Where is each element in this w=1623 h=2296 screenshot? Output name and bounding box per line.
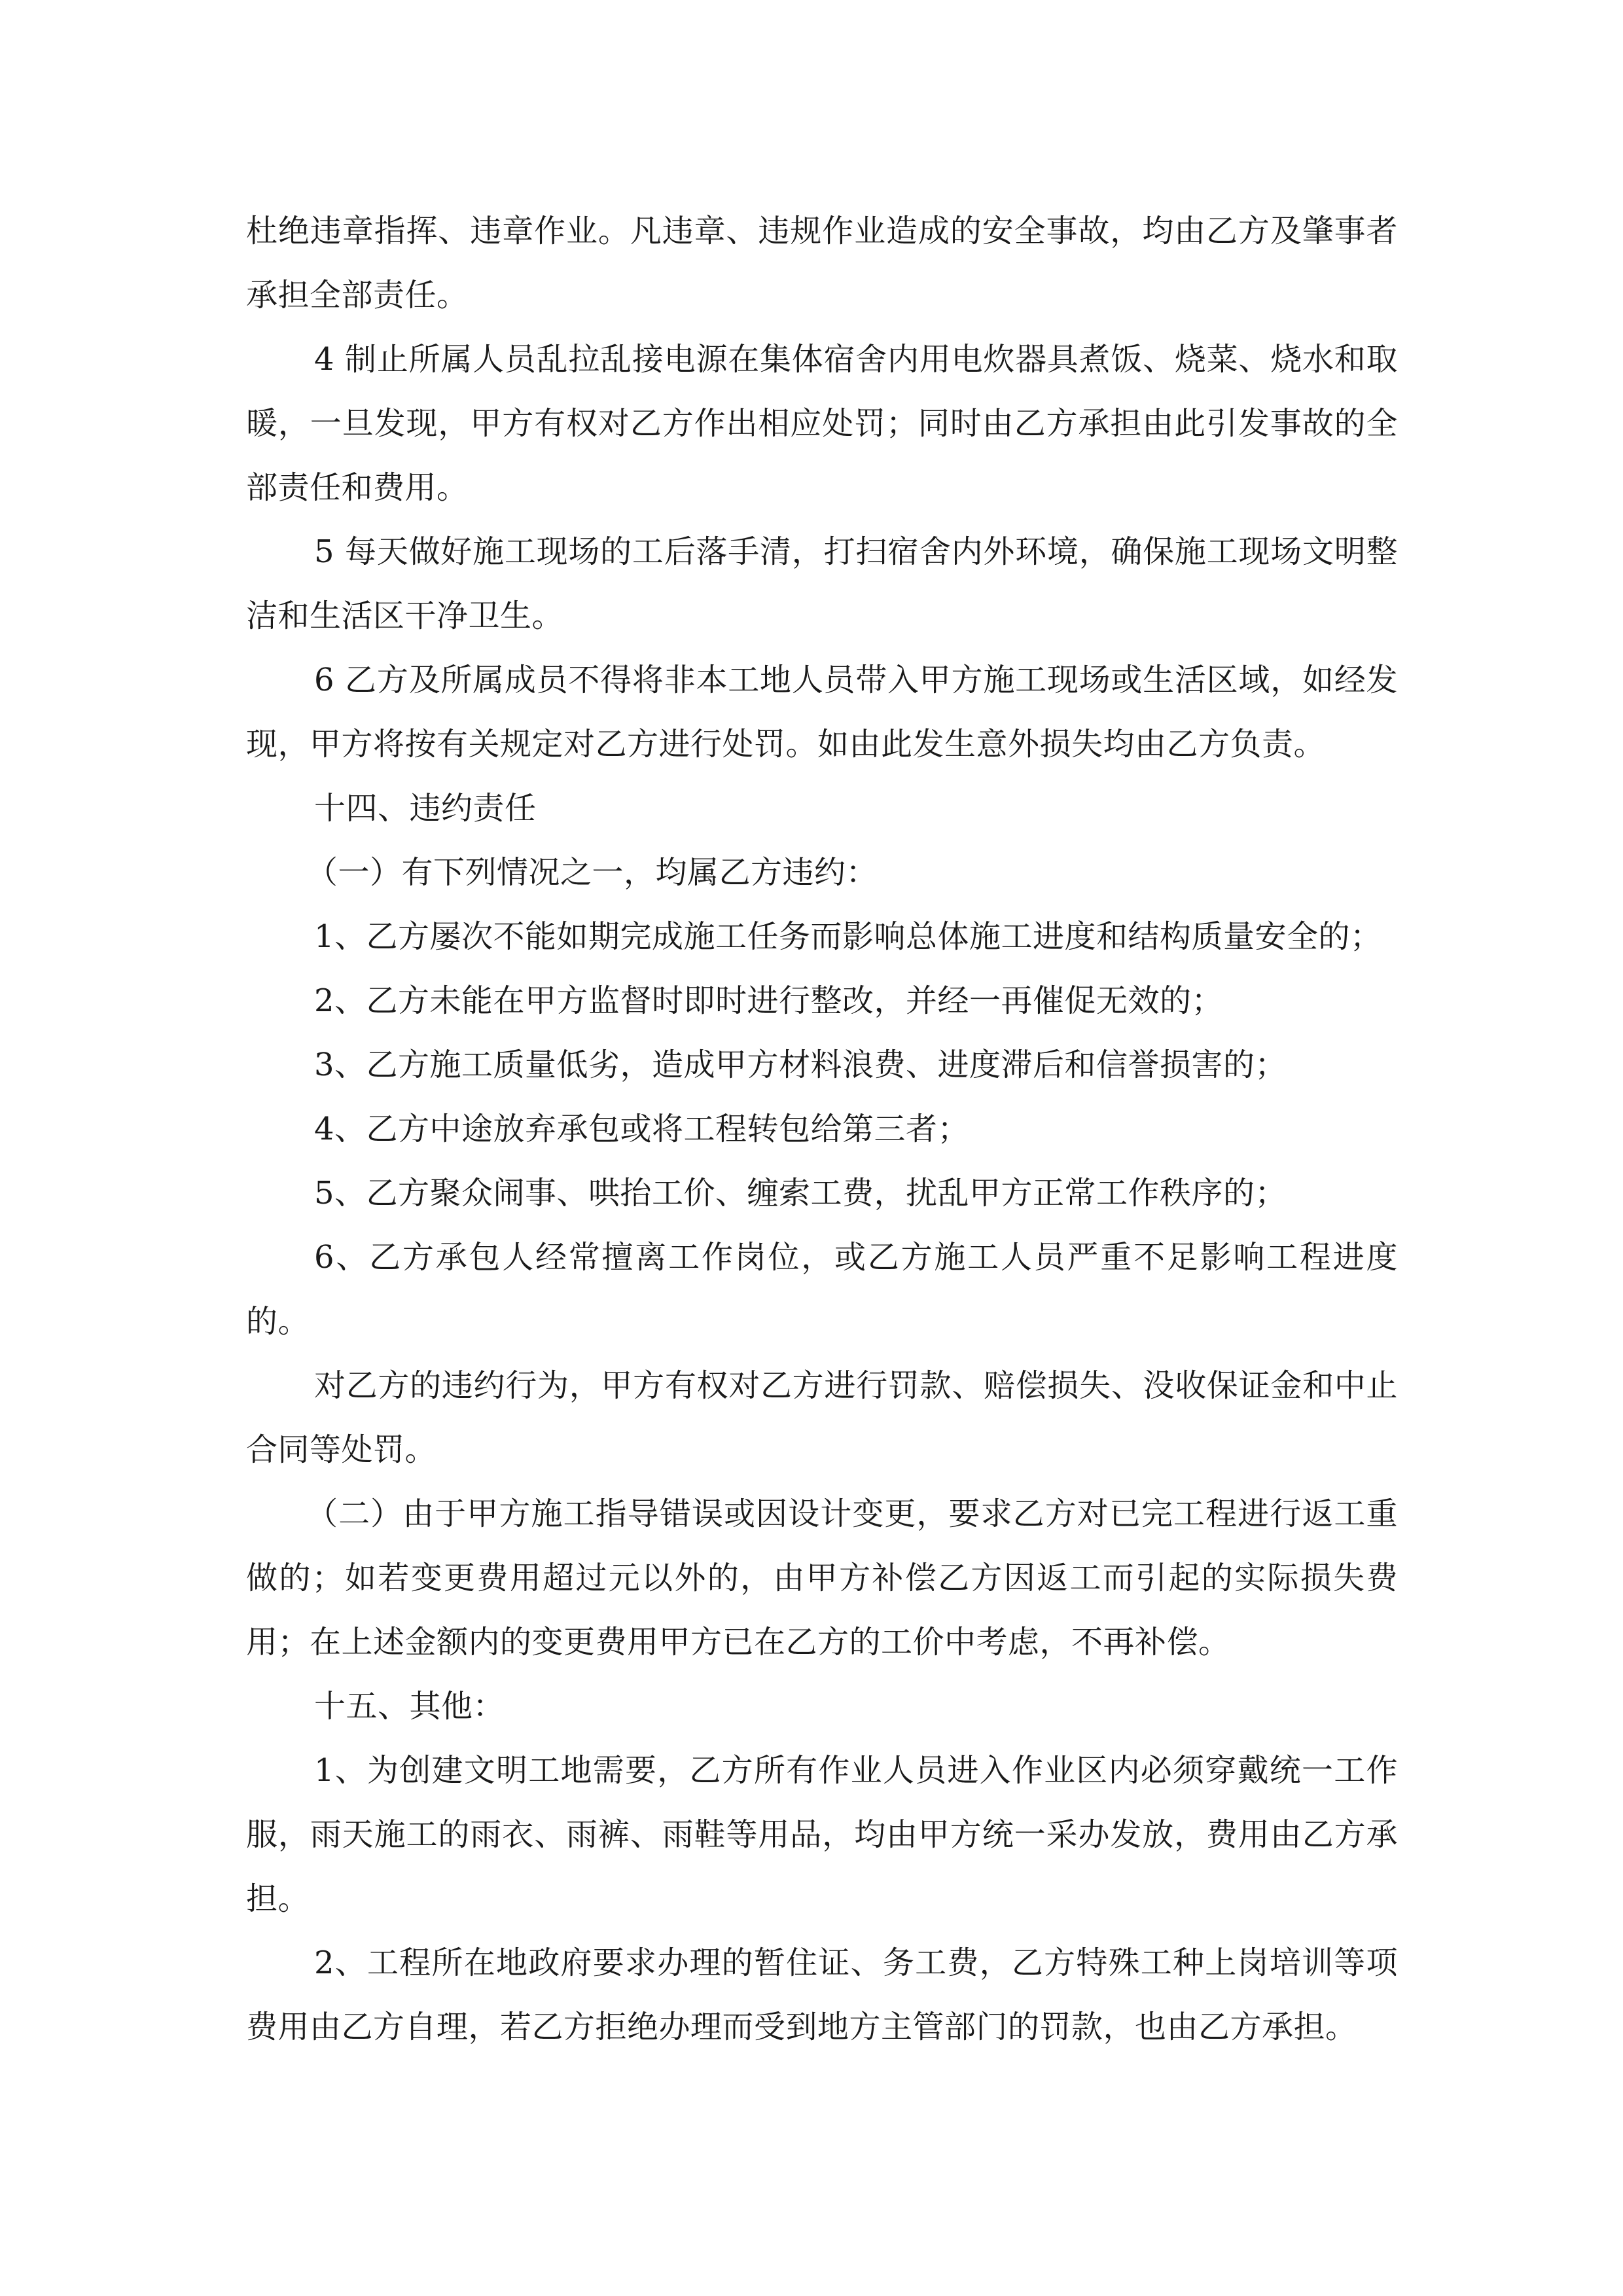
paragraph-clause-5-cleanliness: 5 每天做好施工现场的工后落手清，打扫宿舍内外环境，确保施工现场文明整洁和生活区干净卫生。 [246,533,1398,634]
list-item-breach-4: 4、乙方中途放弃承包或将工程转包给第三者； [314,1111,970,1147]
list-item-other-1-uniform: 1、为创建文明工地需要，乙方所有作业人员进入作业区内必须穿戴统一工作服，雨天施工的雨衣、雨裤、雨鞋等用品，均由甲方统一采办发放，费用由乙方承担。 [246,1752,1398,1917]
list-item-breach-2: 2、乙方未能在甲方监督时即时进行整改，并经一再催促无效的； [314,982,1224,1019]
list-item-breach-1: 1、乙方屡次不能如期完成施工任务而影响总体施工进度和结构质量安全的； [314,918,1382,955]
document-body [246,199,1398,2059]
list-item-breach-5: 5、乙方聚众闹事、哄抬工价、缠索工费，扰乱甲方正常工作秩序的； [314,1175,1287,1211]
list-item-breach-6: 6、乙方承包人经常擅离工作岗位，或乙方施工人员严重不足影响工程进度的。 [246,1239,1398,1340]
paragraph-clause-6-visitors: 6 乙方及所属成员不得将非本工地人员带入甲方施工现场或生活区域，如经发现，甲方将按有关规定对乙方进行处罚。如由此发生意外损失均由乙方负责。 [246,662,1398,762]
list-item-other-2-fees: 2、工程所在地政府要求办理的暂住证、务工费，乙方特殊工种上岗培训等项费用由乙方自理，若乙方拒绝办理而受到地方主管部门的罚款，也由乙方承担。 [246,1945,1398,2045]
paragraph-breach-penalty: 对乙方的违约行为，甲方有权对乙方进行罚款、赔偿损失、没收保证金和中止合同等处罚。 [246,1367,1398,1468]
paragraph-design-change-compensation: （二）由于甲方施工指导错误或因设计变更，要求乙方对已完工程进行返工重做的；如若变更费用超过元以外的，由甲方补偿乙方因返工而引起的实际损失费用；在上述金额内的变更费用甲方已在乙方的工价中考虑，不再补偿。 [246,1496,1398,1660]
paragraph-clause-4-electricity: 4 制止所属人员乱拉乱接电源在集体宿舍内用电炊器具煮饭、烧菜、烧水和取暖，一旦发现，甲方有权对乙方作出相应处罚；同时由乙方承担由此引发事故的全部责任和费用。 [246,341,1398,506]
section-heading-14-breach: 十四、违约责任 [314,790,537,827]
section-heading-15-other: 十五、其他： [314,1688,505,1725]
list-item-breach-3: 3、乙方施工质量低劣，造成甲方材料浪费、进度滞后和信誉损害的； [314,1047,1287,1083]
paragraph-safety-responsibility: 杜绝违章指挥、违章作业。凡违章、违规作业造成的安全事故，均由乙方及肇事者承担全部责任。 [246,213,1398,314]
subsection-heading-1-breach-cases: （一）有下列情况之一，均属乙方违约： [306,854,878,891]
